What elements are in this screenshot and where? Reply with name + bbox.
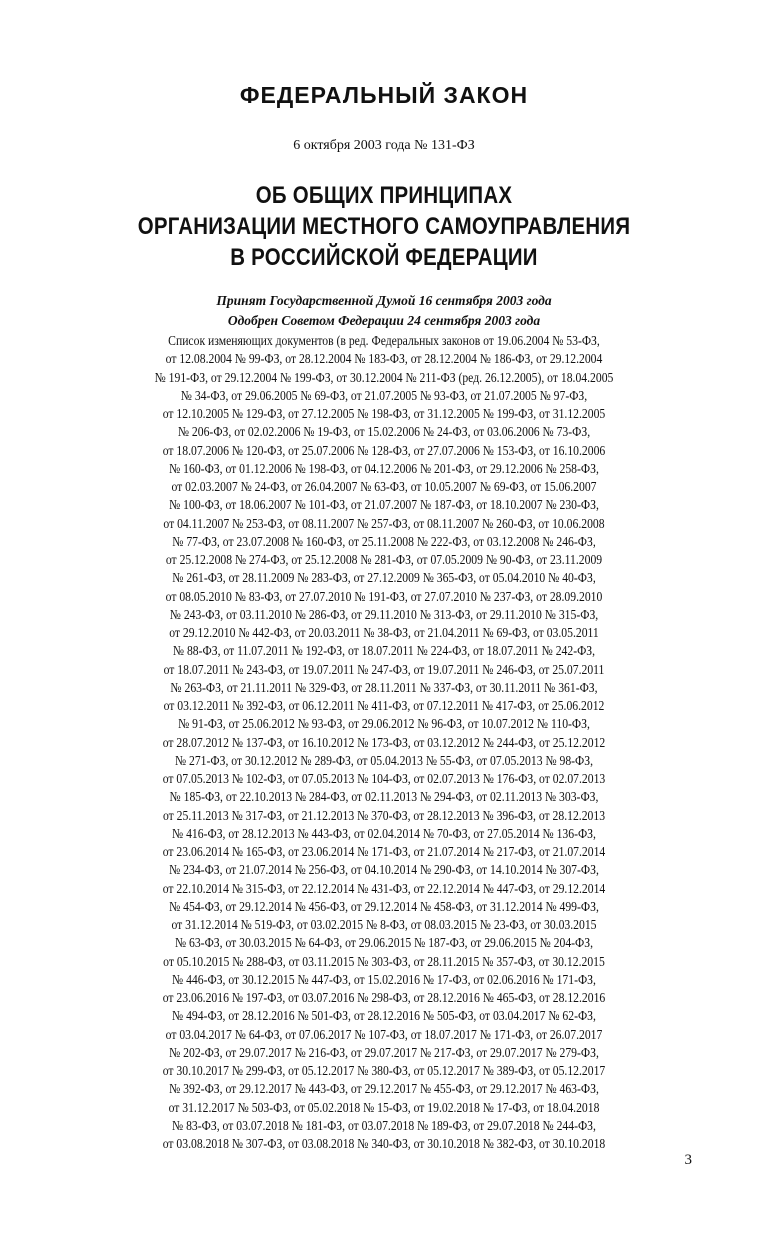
amendment-line: № 191-ФЗ, от 29.12.2004 № 199-ФЗ, от 30.12.2004 № 211-ФЗ (ред. 26.12.2005), от 18.04.2005: [154, 370, 614, 386]
amendment-line: от 31.12.2014 № 519-ФЗ, от 03.02.2015 № 8-ФЗ, от 08.03.2015 № 23-ФЗ, от 30.03.2015: [171, 918, 597, 933]
amendment-line: от 02.03.2007 № 24-ФЗ, от 26.04.2007 № 63-ФЗ, от 10.05.2007 № 69-ФЗ, от 15.06.2007: [171, 480, 597, 495]
amendment-line: от 04.11.2007 № 253-ФЗ, от 08.11.2007 № 257-ФЗ, от 08.11.2007 № 260-ФЗ, от 10.06.2008: [163, 516, 605, 532]
approvals-block: [0, 291, 768, 331]
amendment-line: от 08.05.2010 № 83-ФЗ, от 27.07.2010 № 191-ФЗ, от 27.07.2010 № 237-ФЗ, от 28.09.2010: [165, 589, 603, 605]
amendment-line: № 454-ФЗ, от 29.12.2014 № 456-ФЗ, от 29.12.2014 № 458-ФЗ, от 31.12.2014 № 499-ФЗ,: [169, 899, 599, 915]
amendment-line: от 25.11.2013 № 317-ФЗ, от 21.12.2013 № 370-ФЗ, от 28.12.2013 № 396-ФЗ, от 28.12.2013: [162, 808, 606, 824]
amendment-line: от 05.10.2015 № 288-ФЗ, от 03.11.2015 № 303-ФЗ, от 28.11.2015 № 357-ФЗ, от 30.12.2015: [163, 954, 605, 970]
amendment-line: от 03.04.2017 № 64-ФЗ, от 07.06.2017 № 107-ФЗ, от 18.07.2017 № 171-ФЗ, от 26.07.2017: [165, 1027, 603, 1043]
amendment-line: от 23.06.2016 № 197-ФЗ, от 03.07.2016 № 298-ФЗ, от 28.12.2016 № 465-ФЗ, от 28.12.2016: [162, 991, 606, 1006]
council-approval: Одобрен Советом Федерации 24 сентября 2003 года: [227, 313, 541, 328]
amendment-line: от 30.10.2017 № 299-ФЗ, от 05.12.2017 № 380-ФЗ, от 05.12.2017 № 389-ФЗ, от 05.12.2017: [162, 1064, 606, 1079]
amendments-list: [0, 333, 768, 1154]
law-title-line: ОРГАНИЗАЦИИ МЕСТНОГО САМОУПРАВЛЕНИЯ: [137, 213, 631, 240]
amendment-line: от 28.07.2012 № 137-ФЗ, от 16.10.2012 № 173-ФЗ, от 03.12.2012 № 244-ФЗ, от 25.12.2012: [162, 735, 606, 751]
amendment-line: от 07.05.2013 № 102-ФЗ, от 07.05.2013 № 104-ФЗ, от 02.07.2013 № 176-ФЗ, от 02.07.2013: [162, 772, 606, 787]
amendment-line: от 12.10.2005 № 129-ФЗ, от 27.12.2005 № 198-ФЗ, от 31.12.2005 № 199-ФЗ, от 31.12.2005: [162, 407, 606, 422]
amendment-line: № 88-ФЗ, от 11.07.2011 № 192-ФЗ, от 18.07.2011 № 224-ФЗ, от 18.07.2011 № 242-ФЗ,: [172, 644, 596, 660]
amendment-line: № 416-ФЗ, от 28.12.2013 № 443-ФЗ, от 02.04.2014 № 70-ФЗ, от 27.05.2014 № 136-ФЗ,: [172, 826, 596, 842]
amendment-line: № 494-ФЗ, от 28.12.2016 № 501-ФЗ, от 28.12.2016 № 505-ФЗ, от 03.04.2017 № 62-ФЗ,: [172, 1009, 596, 1025]
amendment-line: от 23.06.2014 № 165-ФЗ, от 23.06.2014 № 171-ФЗ, от 21.07.2014 № 217-ФЗ, от 21.07.2014: [162, 845, 606, 860]
amendment-line: № 261-ФЗ, от 28.11.2009 № 283-ФЗ, от 27.12.2009 № 365-ФЗ, от 05.04.2010 № 40-ФЗ,: [172, 571, 596, 587]
amendment-line: № 100-ФЗ, от 18.06.2007 № 101-ФЗ, от 21.07.2007 № 187-ФЗ, от 18.10.2007 № 230-ФЗ,: [169, 498, 599, 514]
amendment-line: от 03.12.2011 № 392-ФЗ, от 06.12.2011 № 411-ФЗ, от 07.12.2011 № 417-ФЗ, от 25.06.2012: [163, 699, 605, 714]
amendment-line: № 234-ФЗ, от 21.07.2014 № 256-ФЗ, от 04.10.2014 № 290-ФЗ, от 14.10.2014 № 307-ФЗ,: [169, 863, 599, 879]
amendment-line: № 91-ФЗ, от 25.06.2012 № 93-ФЗ, от 29.06.2012 № 96-ФЗ, от 10.07.2012 № 110-ФЗ,: [178, 717, 590, 733]
law-title: [0, 180, 768, 273]
amendment-line: № 185-ФЗ, от 22.10.2013 № 284-ФЗ, от 02.11.2013 № 294-ФЗ, от 02.11.2013 № 303-ФЗ,: [169, 790, 599, 806]
amendment-line: от 22.10.2014 № 315-ФЗ, от 22.12.2014 № 431-ФЗ, от 22.12.2014 № 447-ФЗ, от 29.12.2014: [162, 881, 606, 897]
amendment-line: № 202-ФЗ, от 29.07.2017 № 216-ФЗ, от 29.07.2017 № 217-ФЗ, от 29.07.2017 № 279-ФЗ,: [169, 1045, 599, 1061]
law-title-line: В РОССИЙСКОЙ ФЕДЕРАЦИИ: [230, 244, 538, 271]
law-title-line: ОБ ОБЩИХ ПРИНЦИПАХ: [255, 182, 513, 209]
amendment-line: Список изменяющих документов (в ред. Федеральных законов от 19.06.2004 № 53-ФЗ,: [168, 334, 600, 349]
law-date-number: 6 октября 2003 года № 131-ФЗ: [293, 138, 475, 153]
amendment-line: № 83-ФЗ, от 03.07.2018 № 181-ФЗ, от 03.07.2018 № 189-ФЗ, от 29.07.2018 № 244-ФЗ,: [172, 1118, 596, 1134]
amendment-line: от 12.08.2004 № 99-ФЗ, от 28.12.2004 № 183-ФЗ, от 28.12.2004 № 186-ФЗ, от 29.12.2004: [165, 352, 603, 368]
amendment-line: от 29.12.2010 № 442-ФЗ, от 20.03.2011 № 38-ФЗ, от 21.04.2011 № 69-ФЗ, от 03.05.2011: [169, 626, 599, 641]
amendment-line: от 25.12.2008 № 274-ФЗ, от 25.12.2008 № 281-ФЗ, от 07.05.2009 № 90-ФЗ, от 23.11.2009: [165, 553, 603, 568]
amendment-line: № 63-ФЗ, от 30.03.2015 № 64-ФЗ, от 29.06.2015 № 187-ФЗ, от 29.06.2015 № 204-ФЗ,: [174, 936, 594, 952]
amendment-line: от 18.07.2011 № 243-ФЗ, от 19.07.2011 № 247-ФЗ, от 19.07.2011 № 246-ФЗ, от 25.07.2011: [163, 662, 605, 678]
amendment-line: от 31.12.2017 № 503-ФЗ, от 05.02.2018 № 15-ФЗ, от 19.02.2018 № 17-ФЗ, от 18.04.2018: [168, 1100, 600, 1116]
amendment-line: № 160-ФЗ, от 01.12.2006 № 198-ФЗ, от 04.12.2006 № 201-ФЗ, от 29.12.2006 № 258-ФЗ,: [169, 461, 599, 477]
amendment-line: № 206-ФЗ, от 02.02.2006 № 19-ФЗ, от 15.02.2006 № 24-ФЗ, от 03.06.2006 № 73-ФЗ,: [177, 425, 591, 441]
amendment-line: № 34-ФЗ, от 29.06.2005 № 69-ФЗ, от 21.07.2005 № 93-ФЗ, от 21.07.2005 № 97-ФЗ,: [180, 388, 588, 404]
amendment-line: № 271-ФЗ, от 30.12.2012 № 289-ФЗ, от 05.04.2013 № 55-ФЗ, от 07.05.2013 № 98-ФЗ,: [174, 753, 594, 769]
duma-approval: Принят Государственной Думой 16 сентября 2003 года: [216, 293, 552, 308]
amendment-line: № 77-ФЗ, от 23.07.2008 № 160-ФЗ, от 25.11.2008 № 222-ФЗ, от 03.12.2008 № 246-ФЗ,: [172, 534, 596, 550]
amendment-line: № 243-ФЗ, от 03.11.2010 № 286-ФЗ, от 29.11.2010 № 313-ФЗ, от 29.11.2010 № 315-ФЗ,: [169, 607, 599, 623]
amendment-line: от 03.08.2018 № 307-ФЗ, от 03.08.2018 № 340-ФЗ, от 30.10.2018 № 382-ФЗ, от 30.10.2018: [162, 1137, 606, 1152]
amendment-line: № 263-ФЗ, от 21.11.2011 № 329-ФЗ, от 28.11.2011 № 337-ФЗ, от 30.11.2011 № 361-ФЗ,: [170, 680, 598, 696]
amendment-line: № 446-ФЗ, от 30.12.2015 № 447-ФЗ, от 15.02.2016 № 17-ФЗ, от 02.06.2016 № 171-ФЗ,: [172, 972, 596, 988]
law-type-heading: ФЕДЕРАЛЬНЫЙ ЗАКОН: [239, 82, 529, 108]
amendment-line: № 392-ФЗ, от 29.12.2017 № 443-ФЗ, от 29.12.2017 № 455-ФЗ, от 29.12.2017 № 463-ФЗ,: [169, 1082, 599, 1098]
page-number: 3: [684, 1152, 692, 1168]
amendment-line: от 18.07.2006 № 120-ФЗ, от 25.07.2006 № 128-ФЗ, от 27.07.2006 № 153-ФЗ, от 16.10.2006: [162, 443, 606, 459]
